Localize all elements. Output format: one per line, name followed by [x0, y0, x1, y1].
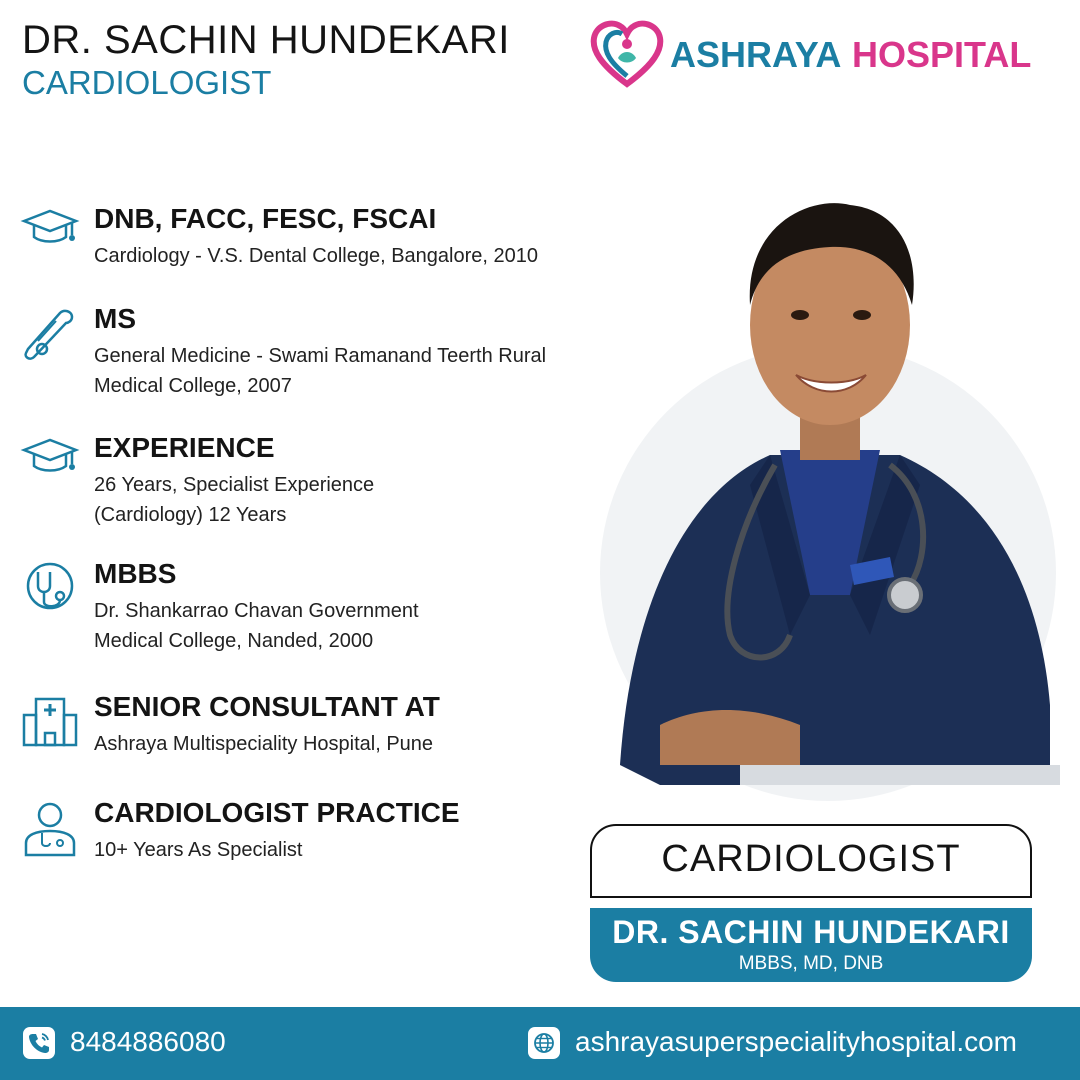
credential-line: Ashraya Multispeciality Hospital, Pune	[94, 733, 434, 755]
credential-title: EXPERIENCE	[94, 432, 275, 463]
credential-line: Cardiology - V.S. Dental College, Bangalore, 2010	[94, 245, 538, 267]
doctor-role-subheading: CARDIOLOGIST	[22, 64, 272, 101]
credential-line: Medical College, 2007	[94, 375, 292, 397]
graduation-cap-icon	[20, 432, 80, 492]
credential-description	[94, 241, 538, 271]
logo-word-hospital: HOSPITAL	[852, 34, 1032, 75]
footer-phone-number[interactable]: 8484886080	[70, 1026, 226, 1057]
stethoscope-icon	[20, 558, 80, 618]
footer-website-link[interactable]: ashrayasuperspecialityhospital.com	[575, 1026, 1017, 1057]
credential-description	[94, 596, 419, 656]
credential-description	[94, 729, 433, 759]
credential-description	[94, 835, 302, 865]
hospital-building-icon	[20, 691, 80, 751]
credential-title: SENIOR CONSULTANT AT	[94, 691, 440, 722]
credential-line: (Cardiology) 12 Years	[94, 504, 287, 526]
badge-title: CARDIOLOGIST	[661, 838, 961, 880]
credential-title: CARDIOLOGIST PRACTICE	[94, 797, 460, 828]
credential-title: DNB, FACC, FESC, FSCAI	[94, 203, 437, 234]
doctor-name-heading: DR. SACHIN HUNDEKARI	[22, 18, 510, 62]
badge-doctor-name: DR. SACHIN HUNDEKARI	[612, 914, 1010, 950]
credential-line: 26 Years, Specialist Experience	[94, 474, 375, 496]
credential-line: General Medicine - Swami Ramanand Teerth Rural	[94, 345, 547, 367]
hospital-logo[interactable]	[590, 18, 1060, 88]
doctor-portrait-image	[600, 165, 1060, 805]
doctor-avatar-icon	[20, 797, 80, 857]
credential-title: MS	[94, 303, 136, 334]
diploma-scroll-icon	[20, 303, 80, 363]
credential-line: 10+ Years As Specialist	[94, 839, 303, 861]
logo-word-ashraya: ASHRAYA	[670, 34, 842, 75]
credential-line: Medical College, Nanded, 2000	[94, 630, 374, 652]
phone-icon[interactable]	[23, 1027, 55, 1059]
graduation-cap-icon	[20, 203, 80, 263]
credential-line: Dr. Shankarrao Chavan Government	[94, 600, 419, 622]
credential-description	[94, 470, 374, 530]
credential-description	[94, 341, 546, 401]
heart-logo-icon	[590, 18, 664, 88]
globe-icon[interactable]	[528, 1027, 560, 1059]
badge-degrees: MBBS, MD, DNB	[738, 953, 884, 974]
credential-title: MBBS	[94, 558, 177, 589]
